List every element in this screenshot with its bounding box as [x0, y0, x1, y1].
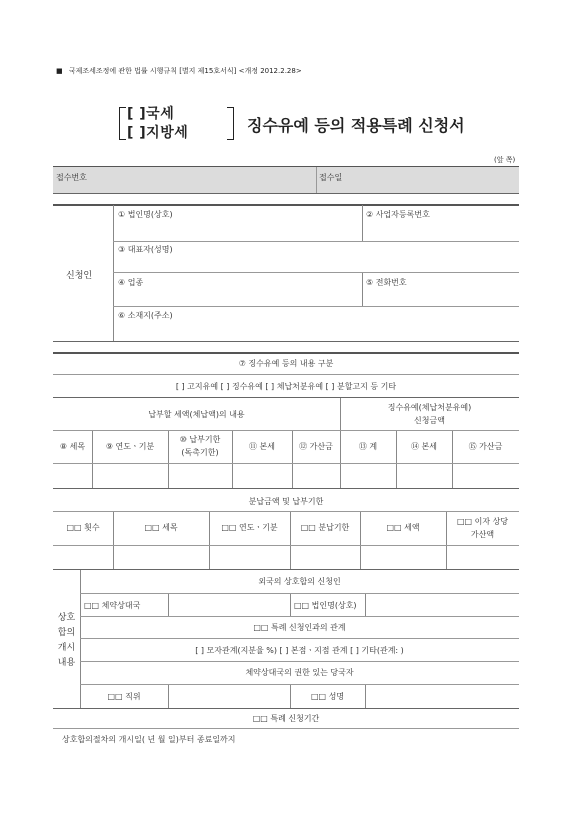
mutual-agreement-side-label: 상호 합의 개시 내용	[57, 613, 76, 668]
receipt-number-label: 접수번호	[56, 173, 87, 182]
tax-type-national[interactable]: [ ]국세	[127, 106, 175, 122]
col-req-principal: ⑭ 본세	[411, 442, 437, 451]
col-total: ⑬ 계	[358, 442, 378, 451]
inst-col-amount: □□ 세액	[386, 523, 420, 532]
applicant-section-label: 신청인	[66, 271, 93, 281]
col-due-date: ⑩ 납부기한	[179, 435, 221, 444]
col-due-date-sub: (독촉기한)	[181, 448, 219, 457]
right-bracket	[227, 107, 234, 140]
special-period-text[interactable]: 상호합의절차의 개시일( 년 월 일)부터 종료일까지	[62, 735, 236, 744]
inst-col-count: □□ 횟수	[66, 523, 100, 532]
treaty-country-field[interactable]: □□ 체약상대국	[84, 601, 141, 610]
left-bracket	[119, 107, 126, 140]
form-reference	[56, 66, 302, 76]
official-name-field[interactable]: □□ 성명	[310, 692, 345, 701]
requested-amount-header-2: 신청금액	[414, 416, 445, 425]
phone-field[interactable]: ⑤ 전화번호	[366, 278, 407, 287]
installment-section-title: 분납금액 및 납부기한	[248, 497, 324, 506]
corp-name-field[interactable]: ① 법인명(상호)	[118, 210, 173, 219]
foreign-corp-name-field[interactable]: □□ 법인명(상호)	[294, 601, 357, 610]
receipt-row	[53, 167, 519, 193]
inst-col-interest: □□ 이자 상당	[456, 517, 509, 526]
col-req-additional: ⑮ 가산금	[468, 442, 503, 451]
business-reg-no-field[interactable]: ② 사업자등록번호	[366, 210, 430, 219]
col-tax-item: ⑧ 세목	[59, 442, 86, 451]
deferral-section-title: ⑦ 징수유예 등의 내용 구분	[238, 359, 334, 368]
position-field[interactable]: □□ 직위	[107, 692, 141, 701]
inst-col-year-period: □□ 연도ㆍ기분	[221, 523, 278, 532]
col-additional-charge: ⑫ 가산금	[299, 442, 333, 451]
relation-title: □□ 특례 신청인과의 관계	[253, 623, 346, 632]
relation-options[interactable]: [ ] 모자관계(지분율 %) [ ] 본점ㆍ지점 관계 [ ] 기타(관계: )	[195, 646, 404, 655]
form-title: 징수유예 등의 적용특례 신청서	[247, 116, 465, 135]
representative-field[interactable]: ③ 대표자(성명)	[118, 245, 173, 254]
tax-due-header: 납부할 세액(체납액)의 내용	[148, 410, 245, 419]
inst-col-due-date: □□ 분납기한	[300, 523, 350, 532]
address-field[interactable]: ⑥ 소재지(주소)	[118, 311, 173, 320]
special-period-title: □□ 특례 신청기간	[252, 714, 320, 723]
authority-title: 체약상대국의 권한 있는 당국자	[245, 668, 354, 677]
page-side: (앞 쪽)	[494, 156, 516, 164]
law-reference-text: 국제조세조정에 관한 법률 시행규칙 [별지 제15호서식] <개정 2012.2.28>	[68, 67, 302, 75]
col-principal-tax: ⑪ 본세	[249, 442, 275, 451]
foreign-applicant-title: 외국의 상호합의 신청인	[258, 577, 341, 586]
industry-field[interactable]: ④ 업종	[118, 278, 144, 287]
deferral-type-options[interactable]: [ ] 고지유예 [ ] 징수유예 [ ] 체납처분유예 [ ] 분할고지 등 기타	[175, 382, 397, 391]
requested-amount-header-1: 징수유예(체납처분유예)	[387, 403, 472, 412]
tax-type-local[interactable]: [ ]지방세	[127, 125, 189, 141]
inst-col-tax-item: □□ 세목	[144, 523, 178, 532]
col-year-period: ⑨ 연도ㆍ기분	[105, 442, 155, 451]
receipt-date-label: 접수일	[319, 173, 343, 182]
inst-col-interest-sub: 가산액	[470, 530, 495, 539]
bullet-icon: ■	[56, 67, 63, 75]
